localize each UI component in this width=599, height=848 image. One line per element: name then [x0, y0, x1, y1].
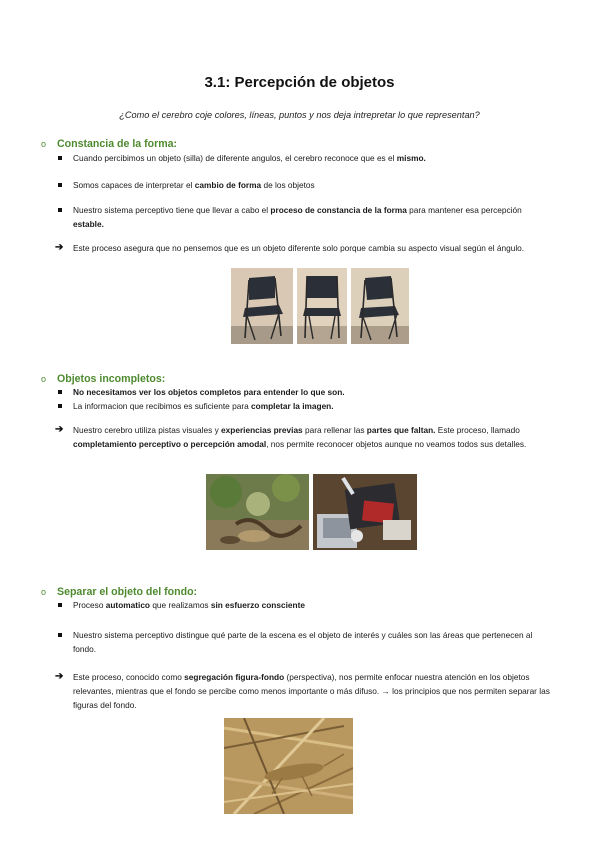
- arrow-icon: ➔: [55, 671, 64, 682]
- bullet-item: [73, 203, 551, 231]
- text-run: Proceso: [73, 600, 106, 610]
- page-title: 3.1: Percepción de objetos: [204, 74, 395, 91]
- forest-floor-photo: [206, 474, 309, 550]
- text-run: para rellenar las: [302, 425, 367, 435]
- section-heading-incompletos: [41, 373, 166, 385]
- text-run: Este proceso, conocido como: [73, 672, 185, 682]
- camouflage-straw-photo: [224, 718, 353, 814]
- text-run: Este proceso asegura que no pensemos que es un objeto diferente solo porque cambia su aspecto visual según el ángulo.: [73, 243, 525, 253]
- bullet-item: [73, 598, 551, 612]
- bold-text-run: mismo.: [396, 153, 426, 163]
- bold-text-run: automatico: [105, 600, 151, 610]
- arrow-icon: ➔: [55, 242, 64, 253]
- chair-photo-1: [231, 268, 293, 344]
- text-run: Este proceso, llamado: [435, 425, 520, 435]
- arrow-note: [55, 423, 551, 451]
- bold-text-run: completar la imagen.: [251, 401, 334, 411]
- section-heading-constancia: [41, 138, 178, 150]
- section-heading-text: Objetos incompletos:: [57, 373, 166, 385]
- bold-text-run: cambio de forma: [194, 180, 262, 190]
- bullet-item: [73, 628, 551, 656]
- arrow-note: [55, 241, 551, 255]
- text-run: que realizamos: [150, 600, 211, 610]
- section-marker: o: [41, 139, 47, 149]
- bullet-item: [73, 178, 551, 192]
- cluttered-desk-photo: [313, 474, 417, 550]
- section-marker: o: [41, 587, 47, 597]
- section-heading-text: Separar el objeto del fondo:: [57, 586, 198, 598]
- bold-text-run: proceso de constancia de la forma: [270, 205, 407, 215]
- bullet-item: [73, 151, 551, 165]
- chair-photo-2: [297, 268, 347, 344]
- section-marker: o: [41, 374, 47, 384]
- section-heading-fondo: [41, 586, 198, 598]
- bullet-item: [73, 399, 551, 413]
- text-run: para mantener esa percepción: [406, 205, 522, 215]
- text-run: , nos permite reconocer objetos aunque no veamos todos sus detalles.: [266, 439, 527, 449]
- text-run: Nuestro sistema perceptivo distingue qué parte de la escena es el objeto de interés y cuáles son las áreas que pertenecen al fondo.: [73, 630, 533, 654]
- text-run: (perspectiva), nos permite enfocar nuestra atención en los objetos relevantes, mientras que el fondo se percibe como menos importante o más difuso. → los principios que nos permiten separar las figuras del fondo.: [73, 672, 550, 710]
- bullet-item: [73, 385, 551, 399]
- bold-text-run: sin esfuerzo consciente: [210, 600, 305, 610]
- bold-text-run: partes que faltan.: [366, 425, 436, 435]
- text-run: Nuestro sistema perceptivo tiene que llevar a cabo el: [73, 205, 271, 215]
- text-run: Nuestro cerebro utiliza pistas visuales y: [73, 425, 222, 435]
- text-run: Somos capaces de interpretar el: [73, 180, 195, 190]
- arrow-note: [55, 670, 551, 712]
- bold-text-run: completamiento perceptivo o percepción amodal: [73, 439, 267, 449]
- chair-photo-3: [351, 268, 409, 344]
- bold-text-run: No necesitamos ver los objetos completos para entender lo que son.: [73, 387, 345, 397]
- section-heading-text: Constancia de la forma:: [57, 138, 178, 150]
- text-run: Cuando percibimos un objeto (silla) de diferente angulos, el cerebro reconoce que es el: [73, 153, 397, 163]
- bold-text-run: estable.: [73, 219, 104, 229]
- page-subtitle: ¿Como el cerebro coje colores, líneas, puntos y nos deja intrepretar lo que representan?: [119, 110, 480, 120]
- text-run: La informacion que recibimos es suficiente para: [73, 401, 252, 411]
- arrow-icon: ➔: [55, 424, 64, 435]
- bold-text-run: segregación figura-fondo: [184, 672, 285, 682]
- text-run: de los objetos: [261, 180, 315, 190]
- bold-text-run: experiencias previas: [221, 425, 303, 435]
